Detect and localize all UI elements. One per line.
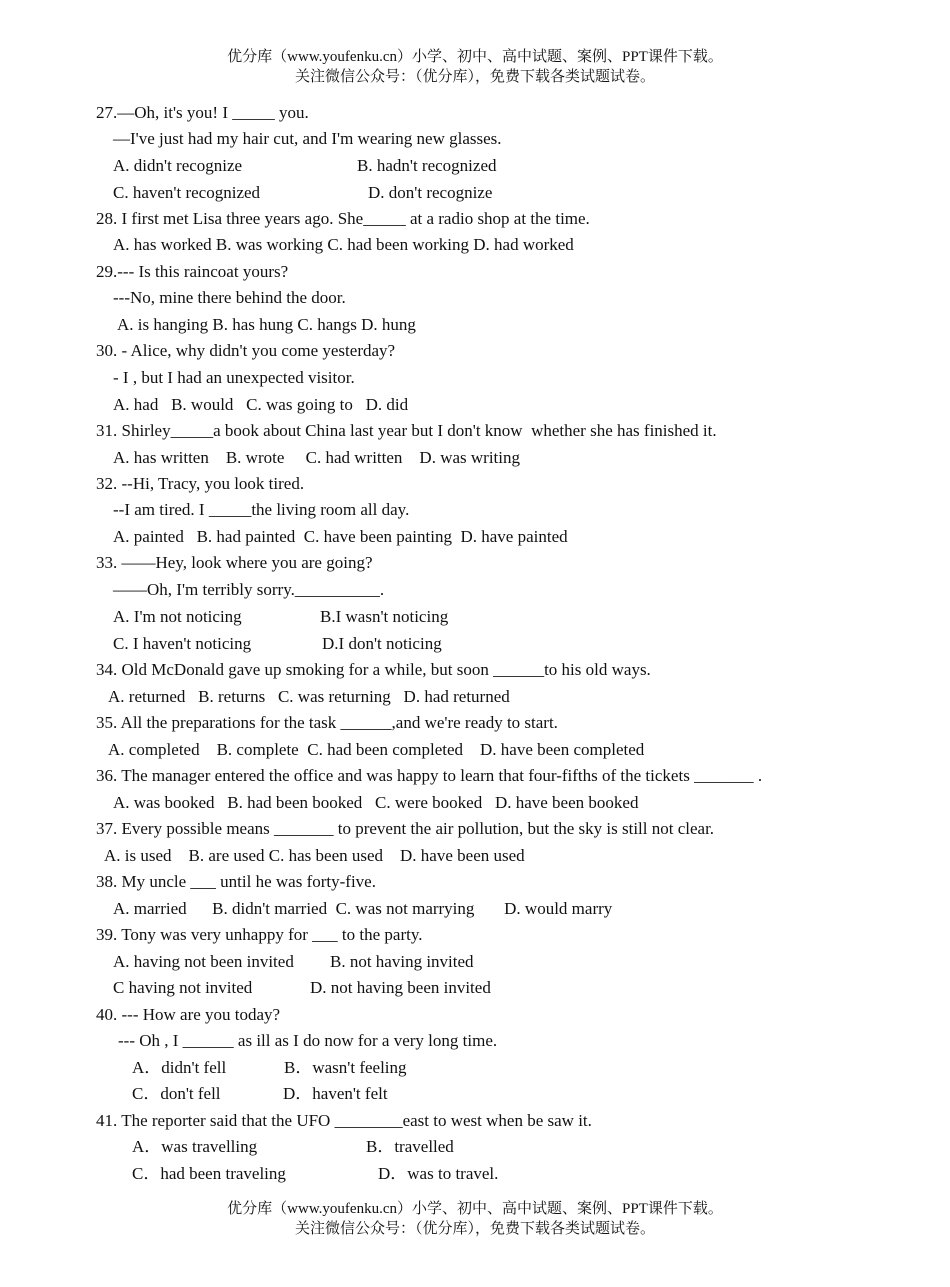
question-31-stem: 31. Shirley_____a book about China last year but I don't know whether she has finished it.: [96, 421, 717, 440]
question-40-option-b: B．wasn't feeling: [284, 1058, 407, 1077]
page-footer-line-2: 关注微信公众号：（优分库），免费下载各类试题试卷。: [294, 1221, 655, 1237]
question-41-option-c: C．had been traveling: [132, 1164, 286, 1183]
question-33-stem: 33. ——Hey, look where you are going?: [96, 553, 373, 572]
question-36-options: A. was booked B. had been booked C. were booked D. have been booked: [113, 793, 639, 812]
question-38-options: A. married B. didn't married C. was not marrying D. would marry: [113, 899, 613, 918]
question-41-option-a: A．was travelling: [132, 1137, 258, 1156]
question-27-option-d: D. don't recognize: [368, 183, 493, 202]
question-27-option-c: C. haven't recognized: [113, 183, 261, 202]
question-40-option-a: A．didn't fell: [132, 1058, 227, 1077]
question-39-option-a: A. having not been invited: [113, 952, 294, 971]
question-39-option-c: C having not invited: [113, 978, 253, 997]
question-37-options: A. is used B. are used C. has been used D. have been used: [104, 846, 525, 865]
question-39-option-d: D. not having been invited: [310, 978, 491, 997]
question-32-stem: 32. --Hi, Tracy, you look tired.: [96, 474, 305, 493]
question-29-reply: ---No, mine there behind the door.: [113, 288, 346, 307]
question-35-stem: 35. All the preparations for the task ______,and we're ready to start.: [96, 713, 558, 732]
question-39-stem: 39. Tony was very unhappy for ___ to the party.: [96, 925, 423, 944]
question-30-reply: - I , but I had an unexpected visitor.: [113, 368, 355, 387]
question-41-option-d: D．was to travel.: [378, 1164, 499, 1183]
question-27-option-a: A. didn't recognize: [113, 156, 243, 175]
question-27-reply: —I've just had my hair cut, and I'm wearing new glasses.: [113, 129, 502, 148]
question-33-reply: ——Oh, I'm terribly sorry.__________.: [113, 580, 385, 599]
question-40-reply: --- Oh , I ______ as ill as I do now for a very long time.: [118, 1031, 498, 1050]
question-36-stem: 36. The manager entered the office and was happy to learn that four-fifths of the tickets _______ .: [96, 766, 763, 785]
question-39-option-b: B. not having invited: [330, 952, 474, 971]
question-33-option-c: C. I haven't noticing: [113, 634, 252, 653]
question-29-stem: 29.--- Is this raincoat yours?: [96, 262, 289, 281]
question-30-stem: 30. - Alice, why didn't you come yesterday?: [96, 341, 396, 360]
question-33-option-a: A. I'm not noticing: [113, 607, 242, 626]
page-footer-line-1: 优分库（www.youfenku.cn）小学、初中、高中试题、案例、PPT课件下载。: [227, 1201, 723, 1217]
question-28-options: A. has worked B. was working C. had been working D. had worked: [113, 235, 574, 254]
question-32-options: A. painted B. had painted C. have been painting D. have painted: [113, 527, 568, 546]
question-40-stem: 40. --- How are you today?: [96, 1005, 281, 1024]
question-33-option-b: B.I wasn't noticing: [320, 607, 449, 626]
question-35-options: A. completed B. complete C. had been completed D. have been completed: [108, 740, 645, 759]
question-30-options: A. had B. would C. was going to D. did: [113, 395, 409, 414]
question-34-stem: 34. Old McDonald gave up smoking for a while, but soon ______to his old ways.: [96, 660, 651, 679]
question-41-option-b: B．travelled: [366, 1137, 454, 1156]
question-37-stem: 37. Every possible means _______ to prevent the air pollution, but the sky is still not clear.: [96, 819, 715, 838]
page-header-line-1: 优分库（www.youfenku.cn）小学、初中、高中试题、案例、PPT课件下载。: [227, 49, 723, 65]
question-29-options: A. is hanging B. has hung C. hangs D. hung: [117, 315, 416, 334]
question-27-option-b: B. hadn't recognized: [357, 156, 497, 175]
question-34-options: A. returned B. returns C. was returning D. had returned: [108, 687, 510, 706]
question-27-stem: 27.—Oh, it's you! I _____ you.: [96, 103, 309, 122]
question-31-options: A. has written B. wrote C. had written D. was writing: [113, 448, 520, 467]
question-40-option-c: C．don't fell: [132, 1084, 221, 1103]
question-41-stem: 41. The reporter said that the UFO ________east to west when be saw it.: [96, 1111, 592, 1130]
page-header-line-2: 关注微信公众号：（优分库），免费下载各类试题试卷。: [294, 69, 655, 85]
question-32-reply: --I am tired. I _____the living room all day.: [113, 500, 410, 519]
question-38-stem: 38. My uncle ___ until he was forty-five.: [96, 872, 376, 891]
question-40-option-d: D．haven't felt: [283, 1084, 388, 1103]
question-28-stem: 28. I first met Lisa three years ago. She_____ at a radio shop at the time.: [96, 209, 590, 228]
question-33-option-d: D.I don't noticing: [322, 634, 442, 653]
